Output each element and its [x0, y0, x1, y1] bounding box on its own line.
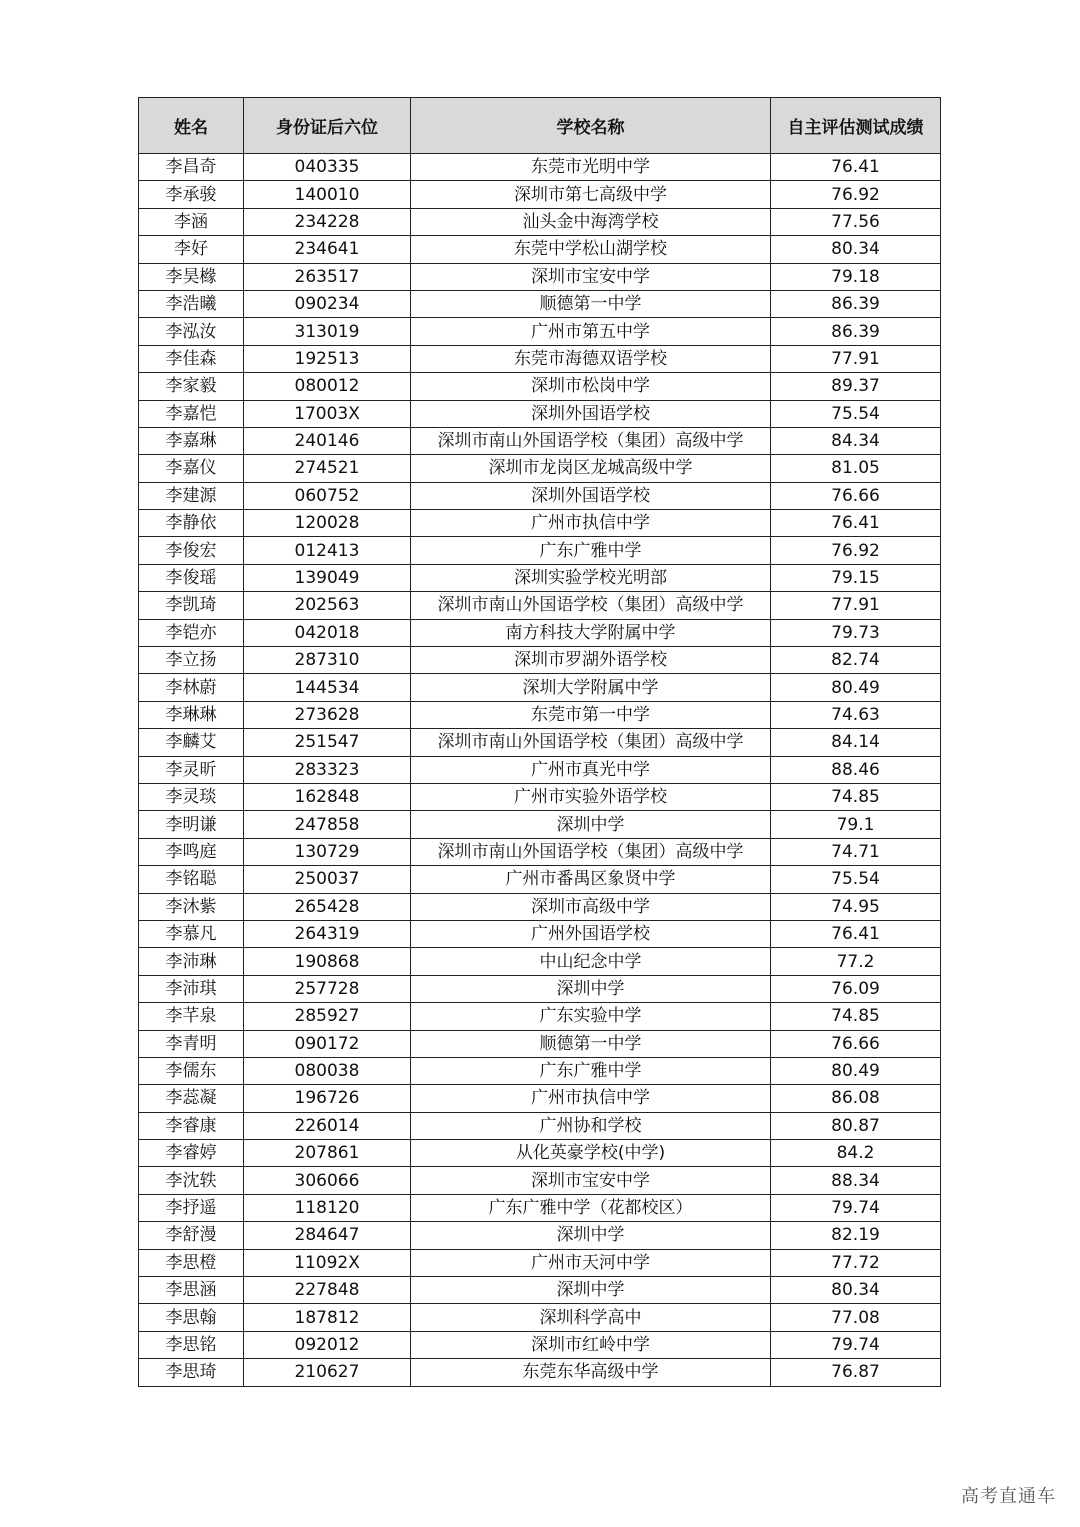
cell-name: 李涵 [139, 208, 244, 235]
table-row [139, 1085, 941, 1112]
cell-school: 深圳市宝安中学 [411, 263, 771, 290]
cell-school: 深圳市南山外国语学校（集团）高级中学 [411, 427, 771, 454]
cell-name: 李睿婷 [139, 1140, 244, 1167]
cell-name: 李青明 [139, 1030, 244, 1057]
cell-school: 东莞市海德双语学校 [411, 345, 771, 372]
cell-name: 李沛琳 [139, 948, 244, 975]
cell-id-last6: 273628 [244, 701, 411, 728]
cell-school: 深圳市第七高级中学 [411, 181, 771, 208]
cell-school: 东莞市第一中学 [411, 701, 771, 728]
cell-id-last6: 251547 [244, 729, 411, 756]
cell-name: 李思橙 [139, 1249, 244, 1276]
cell-name: 李慕凡 [139, 920, 244, 947]
cell-id-last6: 144534 [244, 674, 411, 701]
cell-score: 76.87 [771, 1359, 941, 1386]
cell-school: 深圳市南山外国语学校（集团）高级中学 [411, 729, 771, 756]
cell-name: 李俊瑶 [139, 564, 244, 591]
cell-name: 李蕊凝 [139, 1085, 244, 1112]
cell-score: 77.72 [771, 1249, 941, 1276]
cell-name: 李灵琰 [139, 783, 244, 810]
cell-school: 深圳市龙岗区龙城高级中学 [411, 455, 771, 482]
table-row [139, 455, 941, 482]
cell-score: 86.08 [771, 1085, 941, 1112]
cell-school: 深圳中学 [411, 1277, 771, 1304]
table-row [139, 619, 941, 646]
cell-score: 76.66 [771, 482, 941, 509]
table-row [139, 318, 941, 345]
cell-school: 广东广雅中学（花都校区） [411, 1194, 771, 1221]
cell-score: 84.2 [771, 1140, 941, 1167]
cell-score: 77.91 [771, 345, 941, 372]
cell-school: 顺德第一中学 [411, 290, 771, 317]
table-row [139, 1167, 941, 1194]
cell-name: 李琳琳 [139, 701, 244, 728]
cell-score: 74.63 [771, 701, 941, 728]
cell-school: 深圳市高级中学 [411, 893, 771, 920]
table-row [139, 838, 941, 865]
cell-score: 77.56 [771, 208, 941, 235]
cell-id-last6: 263517 [244, 263, 411, 290]
header-score: 自主评估测试成绩 [771, 98, 941, 154]
cell-id-last6: 247858 [244, 811, 411, 838]
table-row [139, 564, 941, 591]
table-row [139, 920, 941, 947]
cell-school: 中山纪念中学 [411, 948, 771, 975]
cell-name: 李思涵 [139, 1277, 244, 1304]
cell-id-last6: 192513 [244, 345, 411, 372]
cell-name: 李舒漫 [139, 1222, 244, 1249]
cell-id-last6: 196726 [244, 1085, 411, 1112]
cell-id-last6: 140010 [244, 181, 411, 208]
cell-id-last6: 130729 [244, 838, 411, 865]
cell-id-last6: 080012 [244, 373, 411, 400]
cell-score: 80.34 [771, 1277, 941, 1304]
cell-score: 75.54 [771, 866, 941, 893]
table-row [139, 893, 941, 920]
cell-name: 李麟艾 [139, 729, 244, 756]
cell-school: 广州市真光中学 [411, 756, 771, 783]
cell-school: 深圳中学 [411, 1222, 771, 1249]
table-row [139, 783, 941, 810]
watermark: 高考直通车 [961, 1486, 1056, 1507]
cell-school: 深圳中学 [411, 811, 771, 838]
cell-name: 李沐紫 [139, 893, 244, 920]
table-row [139, 756, 941, 783]
cell-school: 深圳市松岗中学 [411, 373, 771, 400]
cell-score: 76.92 [771, 181, 941, 208]
cell-score: 75.54 [771, 400, 941, 427]
cell-score: 86.39 [771, 318, 941, 345]
cell-id-last6: 040335 [244, 154, 411, 181]
table-row [139, 154, 941, 181]
header-id-last6: 身份证后六位 [244, 98, 411, 154]
cell-score: 74.71 [771, 838, 941, 865]
cell-school: 深圳科学高中 [411, 1304, 771, 1331]
cell-score: 84.14 [771, 729, 941, 756]
cell-id-last6: 227848 [244, 1277, 411, 1304]
cell-score: 80.49 [771, 674, 941, 701]
cell-id-last6: 226014 [244, 1112, 411, 1139]
header-name: 姓名 [139, 98, 244, 154]
cell-id-last6: 120028 [244, 510, 411, 537]
cell-id-last6: 090172 [244, 1030, 411, 1057]
cell-id-last6: 092012 [244, 1331, 411, 1358]
cell-name: 李嘉恺 [139, 400, 244, 427]
cell-school: 广州协和学校 [411, 1112, 771, 1139]
cell-name: 李泓汝 [139, 318, 244, 345]
cell-name: 李浩曦 [139, 290, 244, 317]
table-row [139, 1140, 941, 1167]
table-row [139, 1304, 941, 1331]
cell-school: 深圳外国语学校 [411, 482, 771, 509]
cell-id-last6: 118120 [244, 1194, 411, 1221]
table-row [139, 400, 941, 427]
cell-name: 李思翰 [139, 1304, 244, 1331]
cell-id-last6: 139049 [244, 564, 411, 591]
cell-school: 顺德第一中学 [411, 1030, 771, 1057]
cell-school: 东莞中学松山湖学校 [411, 236, 771, 263]
table-row [139, 1359, 941, 1386]
cell-id-last6: 234641 [244, 236, 411, 263]
cell-id-last6: 210627 [244, 1359, 411, 1386]
cell-school: 深圳市南山外国语学校（集团）高级中学 [411, 592, 771, 619]
table-row [139, 975, 941, 1002]
table-row [139, 1222, 941, 1249]
cell-name: 李俊宏 [139, 537, 244, 564]
cell-school: 广州市天河中学 [411, 1249, 771, 1276]
table-row [139, 647, 941, 674]
cell-score: 76.66 [771, 1030, 941, 1057]
cell-school: 东莞东华高级中学 [411, 1359, 771, 1386]
cell-id-last6: 313019 [244, 318, 411, 345]
cell-school: 广东广雅中学 [411, 537, 771, 564]
cell-score: 79.74 [771, 1194, 941, 1221]
cell-school: 深圳大学附属中学 [411, 674, 771, 701]
table-row [139, 1277, 941, 1304]
table-row [139, 1003, 941, 1030]
cell-score: 79.73 [771, 619, 941, 646]
cell-id-last6: 080038 [244, 1057, 411, 1084]
cell-score: 77.91 [771, 592, 941, 619]
cell-score: 81.05 [771, 455, 941, 482]
table-row [139, 1249, 941, 1276]
cell-score: 88.46 [771, 756, 941, 783]
cell-name: 李好 [139, 236, 244, 263]
header-school: 学校名称 [411, 98, 771, 154]
cell-name: 李家毅 [139, 373, 244, 400]
table-row [139, 729, 941, 756]
cell-id-last6: 207861 [244, 1140, 411, 1167]
table-row [139, 482, 941, 509]
table-row [139, 1194, 941, 1221]
cell-name: 李建源 [139, 482, 244, 509]
cell-score: 76.92 [771, 537, 941, 564]
table-row [139, 1030, 941, 1057]
cell-school: 广州市执信中学 [411, 510, 771, 537]
cell-id-last6: 012413 [244, 537, 411, 564]
table-row [139, 948, 941, 975]
table-row [139, 345, 941, 372]
cell-score: 84.34 [771, 427, 941, 454]
table-row [139, 263, 941, 290]
cell-name: 李灵昕 [139, 756, 244, 783]
table-row [139, 1331, 941, 1358]
table-row [139, 236, 941, 263]
table-row [139, 181, 941, 208]
cell-name: 李凯琦 [139, 592, 244, 619]
cell-score: 76.09 [771, 975, 941, 1002]
cell-name: 李沛琪 [139, 975, 244, 1002]
table-header [139, 98, 941, 154]
cell-name: 李思铭 [139, 1331, 244, 1358]
cell-score: 74.85 [771, 1003, 941, 1030]
cell-name: 李沈轶 [139, 1167, 244, 1194]
cell-school: 广州市执信中学 [411, 1085, 771, 1112]
cell-name: 李嘉琳 [139, 427, 244, 454]
cell-score: 89.37 [771, 373, 941, 400]
cell-score: 74.95 [771, 893, 941, 920]
cell-score: 79.15 [771, 564, 941, 591]
cell-score: 80.34 [771, 236, 941, 263]
cell-name: 李立扬 [139, 647, 244, 674]
cell-id-last6: 202563 [244, 592, 411, 619]
cell-score: 82.74 [771, 647, 941, 674]
cell-id-last6: 187812 [244, 1304, 411, 1331]
table-row [139, 701, 941, 728]
cell-id-last6: 042018 [244, 619, 411, 646]
table-body [139, 154, 941, 1387]
cell-school: 深圳市南山外国语学校（集团）高级中学 [411, 838, 771, 865]
cell-school: 深圳市宝安中学 [411, 1167, 771, 1194]
score-table [138, 97, 941, 1387]
cell-id-last6: 264319 [244, 920, 411, 947]
cell-id-last6: 234228 [244, 208, 411, 235]
cell-id-last6: 284647 [244, 1222, 411, 1249]
table-row [139, 510, 941, 537]
cell-name: 李儒东 [139, 1057, 244, 1084]
cell-id-last6: 090234 [244, 290, 411, 317]
cell-school: 南方科技大学附属中学 [411, 619, 771, 646]
cell-score: 82.19 [771, 1222, 941, 1249]
cell-score: 77.2 [771, 948, 941, 975]
cell-name: 李鸣庭 [139, 838, 244, 865]
cell-name: 李铠亦 [139, 619, 244, 646]
cell-id-last6: 060752 [244, 482, 411, 509]
table-row [139, 373, 941, 400]
cell-school: 广州市实验外语学校 [411, 783, 771, 810]
cell-score: 76.41 [771, 154, 941, 181]
cell-score: 79.18 [771, 263, 941, 290]
cell-name: 李铭聪 [139, 866, 244, 893]
cell-score: 76.41 [771, 920, 941, 947]
cell-name: 李佳森 [139, 345, 244, 372]
table-row [139, 427, 941, 454]
cell-school: 深圳实验学校光明部 [411, 564, 771, 591]
cell-school: 从化英豪学校(中学) [411, 1140, 771, 1167]
cell-id-last6: 11092X [244, 1249, 411, 1276]
table-row [139, 674, 941, 701]
cell-school: 深圳市罗湖外语学校 [411, 647, 771, 674]
cell-id-last6: 274521 [244, 455, 411, 482]
cell-id-last6: 283323 [244, 756, 411, 783]
cell-score: 74.85 [771, 783, 941, 810]
cell-id-last6: 285927 [244, 1003, 411, 1030]
table-row [139, 592, 941, 619]
cell-id-last6: 162848 [244, 783, 411, 810]
cell-score: 79.74 [771, 1331, 941, 1358]
cell-school: 广州市番禺区象贤中学 [411, 866, 771, 893]
cell-name: 李抒遥 [139, 1194, 244, 1221]
table-row [139, 1112, 941, 1139]
cell-name: 李嘉仪 [139, 455, 244, 482]
cell-score: 79.1 [771, 811, 941, 838]
cell-id-last6: 287310 [244, 647, 411, 674]
cell-id-last6: 265428 [244, 893, 411, 920]
cell-school: 广州市第五中学 [411, 318, 771, 345]
table-row [139, 208, 941, 235]
cell-school: 深圳中学 [411, 975, 771, 1002]
table-row [139, 1057, 941, 1084]
header-row [139, 98, 941, 154]
cell-name: 李昊橼 [139, 263, 244, 290]
cell-school: 广东广雅中学 [411, 1057, 771, 1084]
cell-name: 李静依 [139, 510, 244, 537]
cell-score: 76.41 [771, 510, 941, 537]
cell-name: 李明谦 [139, 811, 244, 838]
cell-id-last6: 306066 [244, 1167, 411, 1194]
cell-school: 广州外国语学校 [411, 920, 771, 947]
cell-score: 86.39 [771, 290, 941, 317]
table-row [139, 290, 941, 317]
cell-school: 深圳市红岭中学 [411, 1331, 771, 1358]
cell-id-last6: 240146 [244, 427, 411, 454]
cell-name: 李芊泉 [139, 1003, 244, 1030]
cell-school: 广东实验中学 [411, 1003, 771, 1030]
cell-score: 88.34 [771, 1167, 941, 1194]
cell-school: 汕头金中海湾学校 [411, 208, 771, 235]
cell-name: 李林蔚 [139, 674, 244, 701]
table-row [139, 811, 941, 838]
cell-id-last6: 250037 [244, 866, 411, 893]
cell-id-last6: 257728 [244, 975, 411, 1002]
cell-school: 深圳外国语学校 [411, 400, 771, 427]
cell-id-last6: 17003X [244, 400, 411, 427]
cell-name: 李承骏 [139, 181, 244, 208]
cell-score: 80.87 [771, 1112, 941, 1139]
table-row [139, 537, 941, 564]
cell-name: 李昌奇 [139, 154, 244, 181]
cell-name: 李睿康 [139, 1112, 244, 1139]
table-row [139, 866, 941, 893]
cell-name: 李思琦 [139, 1359, 244, 1386]
cell-score: 80.49 [771, 1057, 941, 1084]
cell-score: 77.08 [771, 1304, 941, 1331]
cell-school: 东莞市光明中学 [411, 154, 771, 181]
cell-id-last6: 190868 [244, 948, 411, 975]
